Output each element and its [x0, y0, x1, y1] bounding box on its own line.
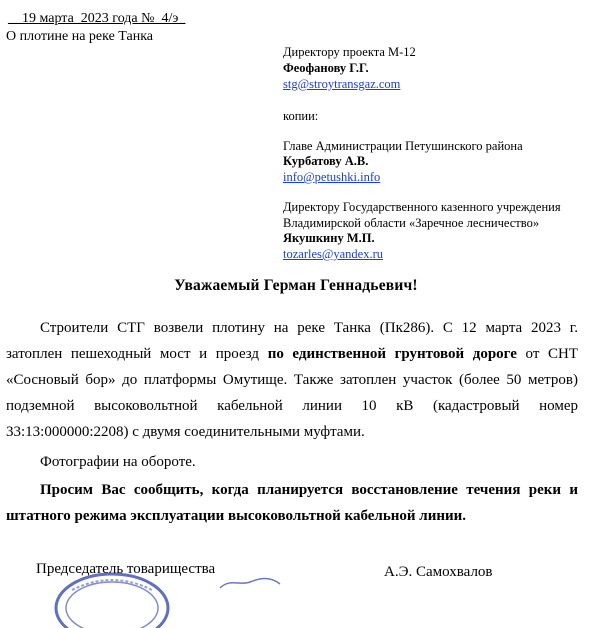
date-line-text: __19 марта_2023 года №_4/э_ — [8, 11, 186, 26]
copies-label: копии: — [283, 109, 319, 123]
copy1-email-link[interactable]: info@petushki.info — [283, 170, 381, 184]
recipient-title: Директору проекта М-12 — [283, 45, 416, 59]
greeting: Уважаемый Герман Геннадьевич! — [174, 277, 418, 294]
recipient-name: Феофанову Г.Г. — [283, 61, 369, 75]
organization-stamp-image — [52, 568, 172, 628]
paragraph1-line5: 33:13:000000:2208) с двумя соединительными муфтами. — [6, 424, 365, 440]
paragraph2: Фотографии на обороте. — [40, 454, 196, 470]
paragraph3-line1: Просим Вас сообщить, когда планируется восстановление течения реки и — [40, 482, 578, 498]
paragraph1-line4: подземной высоковольтной кабельной линии 10 кВ (кадастровый номер — [6, 398, 578, 414]
p1l2-emphasis: по единственной грунтовой дороге — [267, 346, 517, 362]
date-number-line — [8, 11, 185, 27]
recipient-email-link[interactable]: stg@stroytransgaz.com — [283, 77, 401, 91]
handwritten-signature-image — [215, 570, 335, 590]
p1l2-part-c: от СНТ — [516, 346, 579, 362]
paragraph1-line2 — [6, 341, 578, 367]
copy2-title-line2: Владимирской области «Заречное лесничество» — [283, 216, 540, 230]
signatory-name: А.Э. Самохвалов — [384, 564, 493, 580]
paragraph1-line1: Строители СТГ возвели плотину на реке Танка (Пк286). С 12 марта 2023 г. — [40, 320, 578, 336]
signatory-position: Председатель товарищества — [36, 561, 216, 577]
copy2-email-link[interactable]: tozarles@yandex.ru — [283, 247, 384, 261]
paragraph1-line3: «Сосновый бор» до платформы Омутище. Также затоплен участок (более 50 метров) — [6, 372, 578, 388]
paragraph3-line2: штатного режима эксплуатации высоковольтной кабельной линии. — [6, 508, 467, 524]
copy2-name: Якушкину М.П. — [283, 231, 375, 245]
copy1-title: Главе Администрации Петушинского района — [283, 139, 523, 153]
p1l2-part-a: затоплен пешеходный мост и проезд — [6, 346, 268, 362]
letter-subject: О плотине на реке Танка — [6, 29, 154, 44]
copy2-title-line1: Директору Государственного казенного учреждения — [283, 200, 561, 214]
copy1-name: Курбатову А.В. — [283, 154, 369, 168]
